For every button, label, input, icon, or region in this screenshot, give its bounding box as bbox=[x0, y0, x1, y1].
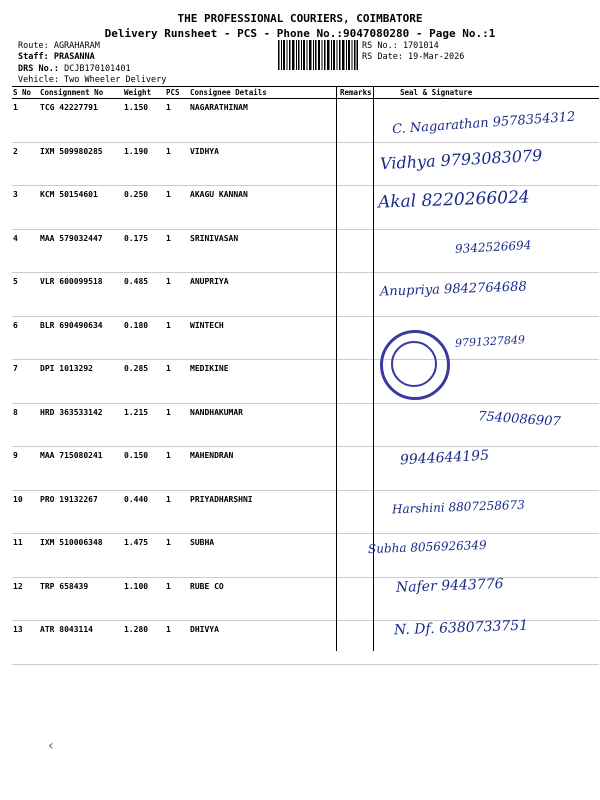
remarks-cell bbox=[338, 229, 374, 273]
pcs-cell: 1 bbox=[164, 99, 188, 143]
signature-row-11: Subha 8056926349 bbox=[367, 537, 487, 557]
sheet-title: THE PROFESSIONAL COURIERS, COIMBATORE bbox=[177, 12, 423, 25]
signature-row-1: C. Nagarathan 9578354312 bbox=[391, 109, 576, 138]
sno-cell: 4 bbox=[12, 229, 38, 273]
consignee-cell: MEDIKINE bbox=[188, 360, 338, 404]
consignment-cell: MAA 715080241 bbox=[38, 447, 122, 491]
consignee-cell: AKAGU KANNAN bbox=[188, 186, 338, 230]
remarks-cell bbox=[338, 621, 374, 665]
margin-pen-mark: ‹ bbox=[48, 738, 54, 754]
sheet-subtitle: Delivery Runsheet - PCS - Phone No.:9047080280 - Page No.:1 bbox=[104, 27, 496, 40]
remarks-divider bbox=[336, 86, 337, 651]
consignee-cell: PRIYADHARSHNI bbox=[188, 490, 338, 534]
sno-cell: 8 bbox=[12, 403, 38, 447]
signature-row-3: Akal 8220266024 bbox=[377, 187, 531, 213]
pcs-cell: 1 bbox=[164, 273, 188, 317]
pcs-cell: 1 bbox=[164, 360, 188, 404]
pcs-cell: 1 bbox=[164, 621, 188, 665]
sno-cell: 13 bbox=[12, 621, 38, 665]
consignment-cell: IXM 510006348 bbox=[38, 534, 122, 578]
stamp-inner-ring bbox=[391, 341, 437, 387]
remarks-cell bbox=[338, 447, 374, 491]
remarks-cell bbox=[338, 577, 374, 621]
weight-cell: 0.285 bbox=[122, 360, 164, 404]
signature-row-12: Nafer 9443776 bbox=[395, 576, 504, 596]
remarks-cell bbox=[338, 360, 374, 404]
pcs-cell: 1 bbox=[164, 186, 188, 230]
pcs-cell: 1 bbox=[164, 403, 188, 447]
sno-cell: 11 bbox=[12, 534, 38, 578]
weight-cell: 1.280 bbox=[122, 621, 164, 665]
consignee-cell: SRINIVASAN bbox=[188, 229, 338, 273]
staff-label: Staff: bbox=[18, 52, 49, 62]
header-consignment: Consignment No bbox=[38, 87, 122, 99]
pcs-cell: 1 bbox=[164, 316, 188, 360]
consignee-cell: ANUPRIYA bbox=[188, 273, 338, 317]
pcs-cell: 1 bbox=[164, 142, 188, 186]
weight-cell: 1.100 bbox=[122, 577, 164, 621]
barcode-image bbox=[278, 40, 358, 70]
sno-cell: 9 bbox=[12, 447, 38, 491]
consignment-cell: DPI 1013292 bbox=[38, 360, 122, 404]
vehicle-text: Vehicle: Two Wheeler Delivery bbox=[18, 75, 167, 85]
remarks-cell bbox=[338, 273, 374, 317]
weight-cell: 1.475 bbox=[122, 534, 164, 578]
remarks-cell bbox=[338, 316, 374, 360]
signature-row-13: N. Df. 6380733751 bbox=[393, 617, 529, 639]
pcs-cell: 1 bbox=[164, 577, 188, 621]
table-row bbox=[12, 534, 599, 578]
pcs-cell: 1 bbox=[164, 534, 188, 578]
consignment-cell: ATR 8043114 bbox=[38, 621, 122, 665]
signature-row-8: 7540086907 bbox=[477, 409, 562, 430]
sno-cell: 6 bbox=[12, 316, 38, 360]
weight-cell: 0.485 bbox=[122, 273, 164, 317]
remarks-cell bbox=[338, 490, 374, 534]
signature-row-7: 9791327849 bbox=[454, 333, 526, 350]
consignee-cell: DHIVYA bbox=[188, 621, 338, 665]
consignment-cell: KCM 50154601 bbox=[38, 186, 122, 230]
staff-value: PRASANNA bbox=[53, 52, 95, 62]
weight-cell: 1.190 bbox=[122, 142, 164, 186]
consignment-cell: IXM 509980285 bbox=[38, 142, 122, 186]
sno-cell: 1 bbox=[12, 99, 38, 143]
remarks-cell bbox=[338, 99, 374, 143]
drs-line bbox=[18, 64, 131, 74]
remarks-cell bbox=[338, 186, 374, 230]
weight-cell: 0.175 bbox=[122, 229, 164, 273]
weight-cell: 0.180 bbox=[122, 316, 164, 360]
header-consignee: Consignee Details bbox=[188, 87, 338, 99]
consignment-cell: TRP 658439 bbox=[38, 577, 122, 621]
consignee-cell: RUBE CO bbox=[188, 577, 338, 621]
signature-divider bbox=[373, 86, 374, 651]
consignment-cell: HRD 363533142 bbox=[38, 403, 122, 447]
signature-row-2: Vidhya 9793083079 bbox=[379, 145, 543, 174]
consignee-cell: NAGARATHINAM bbox=[188, 99, 338, 143]
table-row bbox=[12, 577, 599, 621]
remarks-cell bbox=[338, 403, 374, 447]
medikine-stamp bbox=[380, 330, 450, 400]
rs-number: RS No.: 1701014 bbox=[362, 41, 439, 51]
header-pcs: PCS bbox=[164, 87, 188, 99]
rs-date: RS Date: 19-Mar-2026 bbox=[362, 52, 465, 62]
remarks-cell bbox=[338, 142, 374, 186]
header-remarks: Remarks bbox=[338, 87, 374, 99]
consignee-cell: VIDHYA bbox=[188, 142, 338, 186]
table-row bbox=[12, 360, 599, 404]
staff-line bbox=[18, 52, 95, 62]
weight-cell: 1.150 bbox=[122, 99, 164, 143]
table-row bbox=[12, 447, 599, 491]
route-text: Route: AGRAHARAM bbox=[18, 41, 100, 51]
pcs-cell: 1 bbox=[164, 229, 188, 273]
consignment-cell: BLR 690490634 bbox=[38, 316, 122, 360]
sno-cell: 7 bbox=[12, 360, 38, 404]
runsheet-table bbox=[12, 86, 599, 665]
signature-row-10: Harshini 8807258673 bbox=[391, 497, 526, 517]
sno-cell: 12 bbox=[12, 577, 38, 621]
signature-row-4: 9342526694 bbox=[454, 238, 532, 256]
consignment-cell: VLR 600099518 bbox=[38, 273, 122, 317]
consignee-cell: SUBHA bbox=[188, 534, 338, 578]
drs-label: DRS No.: bbox=[18, 64, 59, 74]
weight-cell: 0.250 bbox=[122, 186, 164, 230]
sno-cell: 2 bbox=[12, 142, 38, 186]
drs-value: DCJB170101401 bbox=[64, 64, 131, 74]
header-sno: S No bbox=[12, 87, 38, 99]
pcs-cell: 1 bbox=[164, 447, 188, 491]
pcs-cell: 1 bbox=[164, 490, 188, 534]
consignment-cell: PRO 19132267 bbox=[38, 490, 122, 534]
weight-cell: 0.440 bbox=[122, 490, 164, 534]
weight-cell: 0.150 bbox=[122, 447, 164, 491]
header-signature: Seal & Signature bbox=[374, 87, 599, 99]
table-header-row bbox=[12, 87, 599, 99]
signature-row-5: Anupriya 9842764688 bbox=[379, 279, 527, 300]
sno-cell: 3 bbox=[12, 186, 38, 230]
sno-cell: 10 bbox=[12, 490, 38, 534]
weight-cell: 1.215 bbox=[122, 403, 164, 447]
consignment-cell: MAA 579032447 bbox=[38, 229, 122, 273]
signature-row-9: 9944644195 bbox=[399, 447, 490, 469]
consignment-cell: TCG 42227791 bbox=[38, 99, 122, 143]
consignee-cell: WINTECH bbox=[188, 316, 338, 360]
sno-cell: 5 bbox=[12, 273, 38, 317]
consignee-cell: NANDHAKUMAR bbox=[188, 403, 338, 447]
header-weight: Weight bbox=[122, 87, 164, 99]
consignee-cell: MAHENDRAN bbox=[188, 447, 338, 491]
